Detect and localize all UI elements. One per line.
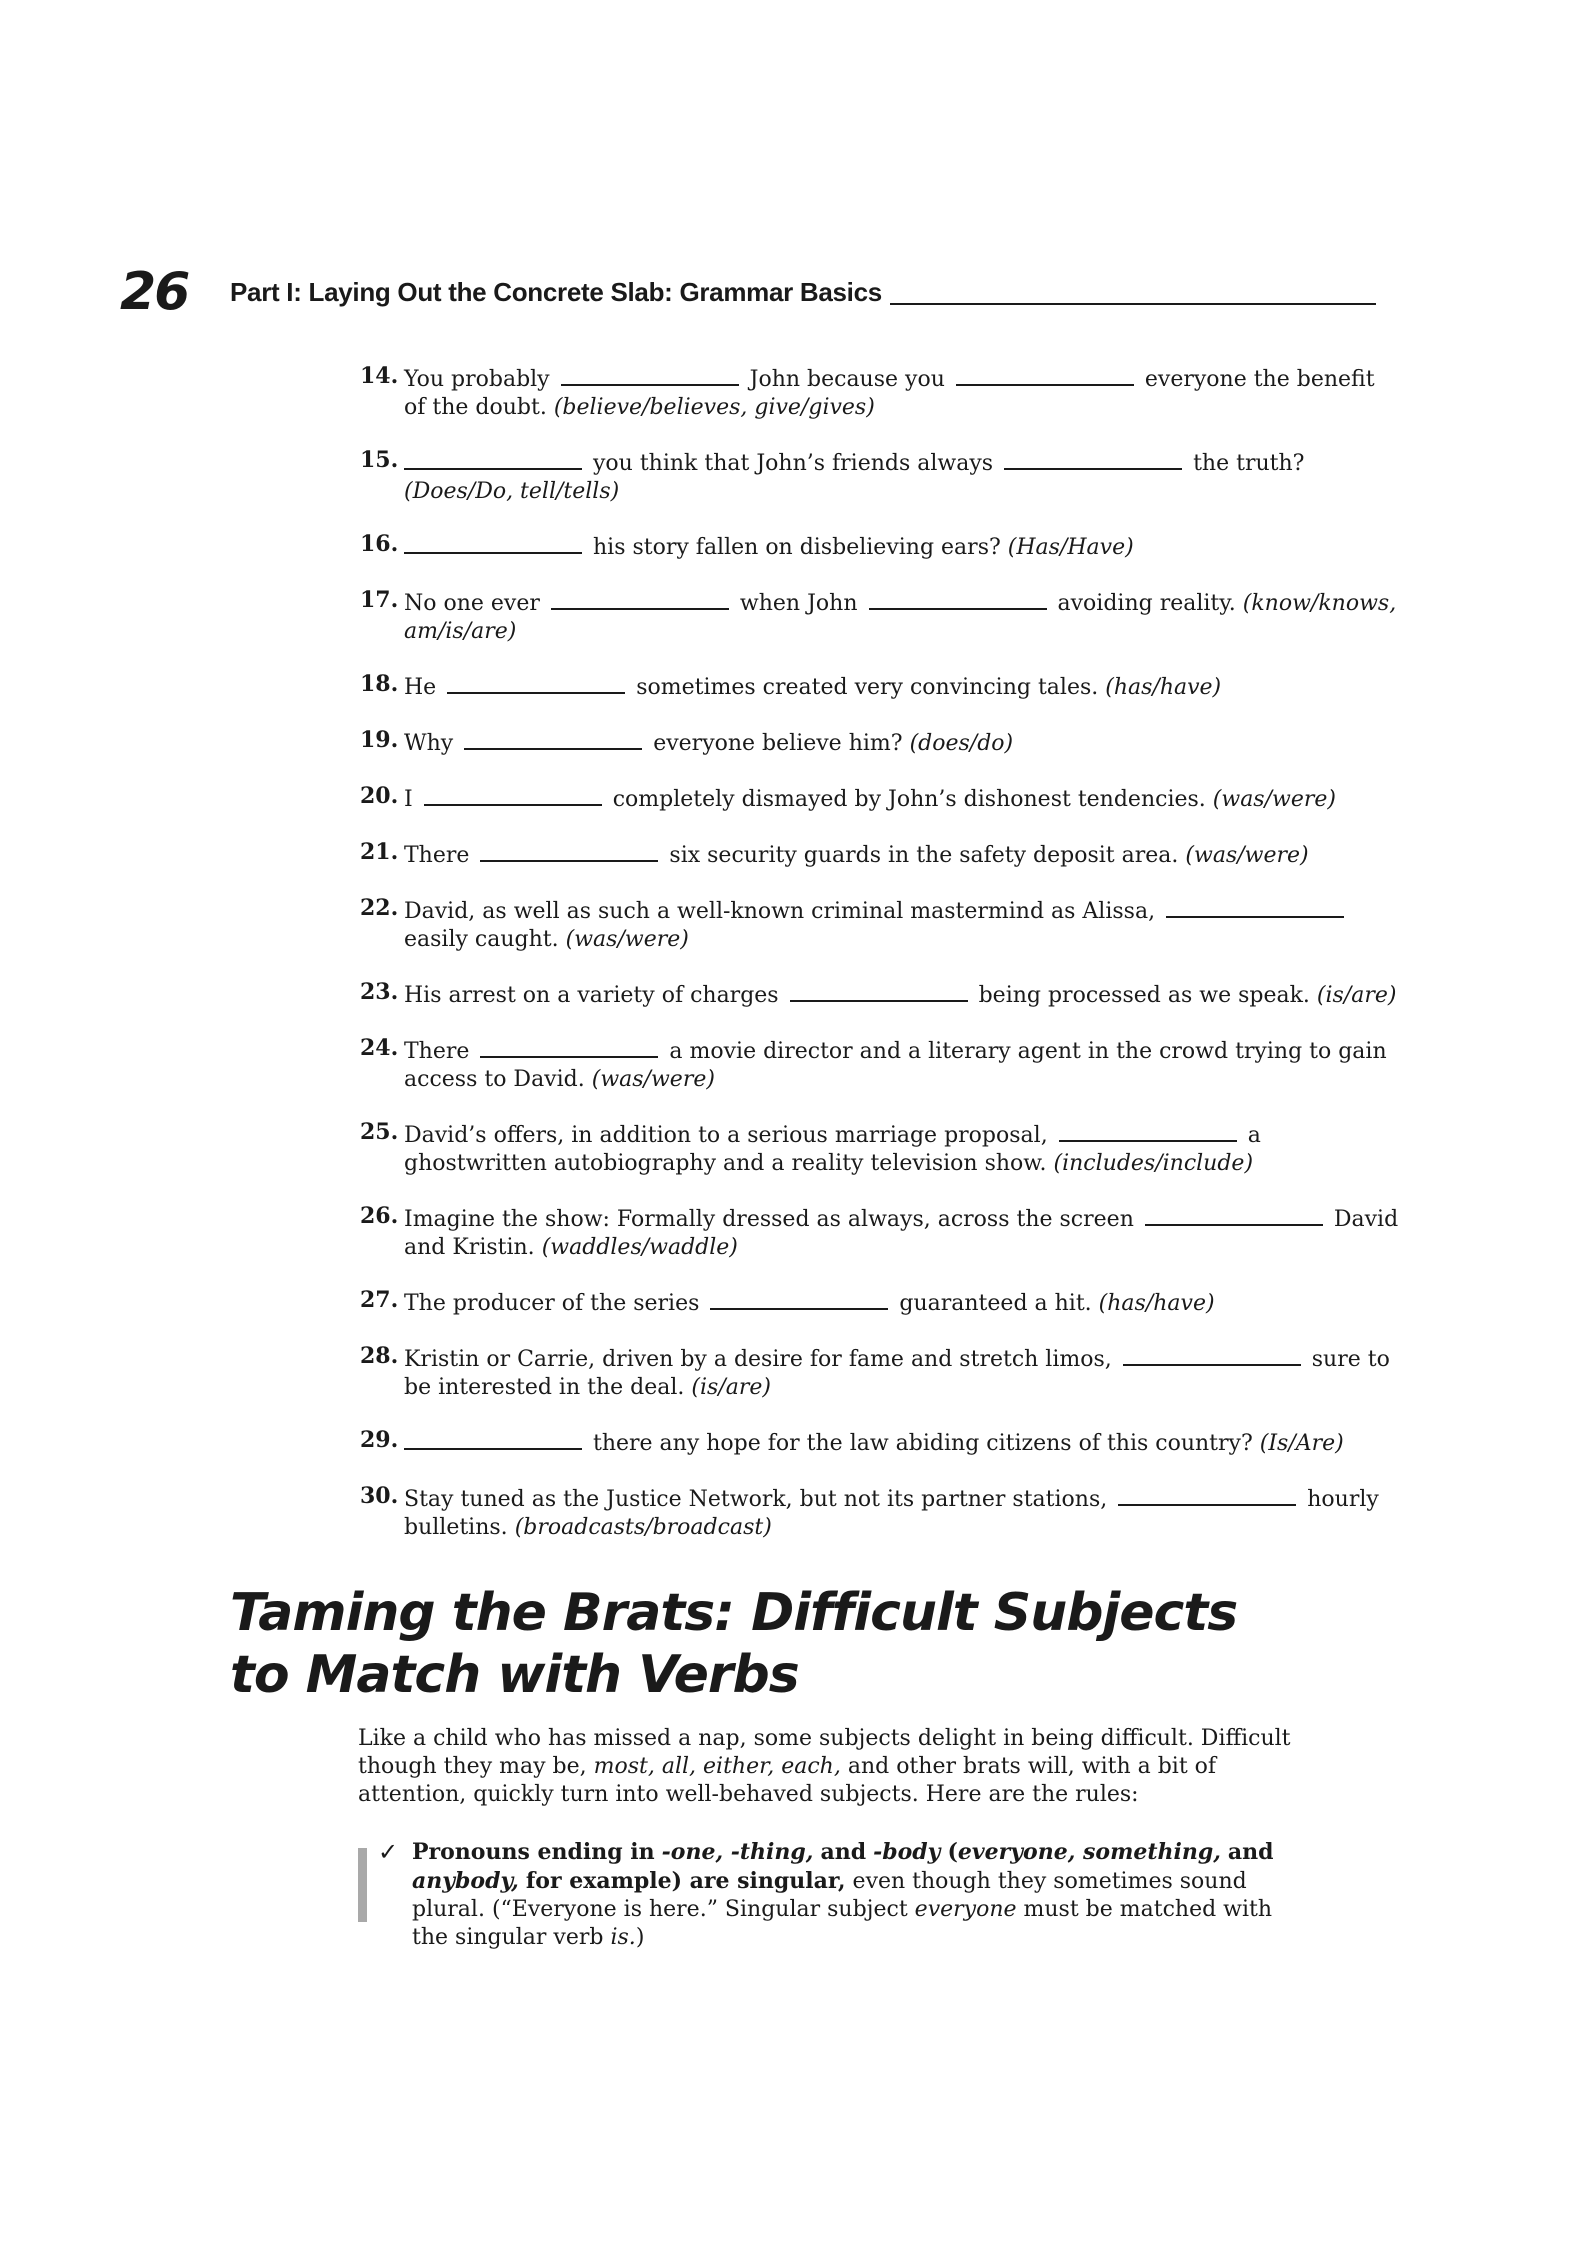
question-text: The producer of the series — [404, 1291, 700, 1316]
answer-blank[interactable] — [404, 530, 582, 554]
rule-bullet — [378, 1838, 1308, 1952]
bullet-bold-text: Pronouns ending in — [412, 1839, 655, 1865]
intro-text: and other brats will, with a bit of attention, quickly turn into well-behaved subjects. Here are the rules: — [358, 1754, 1217, 1807]
answer-blank[interactable] — [790, 978, 968, 1002]
verb-hint: (Does/Do, tell/tells) — [404, 479, 620, 504]
question-number: 26. — [360, 1203, 399, 1229]
question-text: Why — [404, 731, 454, 756]
verb-hint: (know/knows, am/is/are) — [404, 591, 1397, 644]
question-text: sure to be interested in the deal. — [404, 1347, 1390, 1400]
verb-hint: (was/were) — [565, 927, 689, 952]
question-number: 30. — [360, 1483, 399, 1509]
question-27 — [360, 1286, 1400, 1318]
question-text: His arrest on a variety of charges — [404, 983, 779, 1008]
question-number: 24. — [360, 1035, 399, 1061]
section-heading-line-1: Taming the Brats: Difficult Subjects — [230, 1583, 1238, 1643]
question-number: 16. — [360, 531, 399, 557]
question-text: guaranteed a hit. — [899, 1291, 1092, 1316]
question-text: a ghostwritten autobiography and a reality television show. — [404, 1123, 1261, 1176]
question-19 — [360, 726, 1400, 758]
answer-blank[interactable] — [464, 726, 642, 750]
verb-hint: (was/were) — [1212, 787, 1336, 812]
verb-hint: (believe/believes, give/gives) — [553, 395, 875, 420]
verb-hint: (Is/Are) — [1259, 1431, 1344, 1456]
question-17 — [360, 586, 1400, 646]
question-text: his story fallen on disbelieving ears? — [593, 535, 1001, 560]
question-23 — [360, 978, 1400, 1010]
answer-blank[interactable] — [480, 838, 658, 862]
verb-hint: (Has/Have) — [1007, 535, 1134, 560]
bullet-italic: is. — [610, 1925, 636, 1950]
bullet-sidebar-bar — [358, 1848, 367, 1922]
part-title: Part I: Laying Out the Concrete Slab: Grammar Basics — [230, 277, 882, 307]
question-20 — [360, 782, 1400, 814]
verb-hint: (is/are) — [1316, 983, 1397, 1008]
answer-blank[interactable] — [1004, 446, 1182, 470]
question-number: 22. — [360, 895, 399, 921]
question-text: David, as well as such a well-known criminal mastermind as Alissa, — [404, 899, 1156, 924]
question-26 — [360, 1202, 1400, 1262]
verb-hint: (broadcasts/broadcast) — [514, 1515, 772, 1540]
bullet-text: must be matched with the singular verb — [412, 1897, 1273, 1950]
question-number: 18. — [360, 671, 399, 697]
section-heading-line-2: to Match with Verbs — [230, 1645, 799, 1705]
answer-blank[interactable] — [869, 586, 1047, 610]
answer-blank[interactable] — [561, 362, 739, 386]
question-text: He — [404, 675, 437, 700]
bullet-bold-text: and — [1227, 1839, 1274, 1865]
answer-blank[interactable] — [424, 782, 602, 806]
page-header — [120, 262, 1370, 322]
question-text: Imagine the show: Formally dressed as always, across the screen — [404, 1207, 1134, 1232]
bullet-bold-italic: -body — [873, 1839, 941, 1865]
question-text: the truth? — [1193, 451, 1305, 476]
bullet-bold-italic: anybody, — [412, 1868, 519, 1894]
answer-blank[interactable] — [404, 446, 582, 470]
answer-blank[interactable] — [956, 362, 1134, 386]
question-text: everyone believe him? — [653, 731, 903, 756]
question-text: sometimes created very convincing tales. — [636, 675, 1099, 700]
answer-blank[interactable] — [551, 586, 729, 610]
question-25 — [360, 1118, 1400, 1178]
question-text: completely dismayed by John’s dishonest tendencies. — [612, 787, 1206, 812]
verb-hint: (does/do) — [909, 731, 1014, 756]
question-text: Kristin or Carrie, driven by a desire for fame and stretch limos, — [404, 1347, 1112, 1372]
question-number: 20. — [360, 783, 399, 809]
question-number: 25. — [360, 1119, 399, 1145]
question-text: David and Kristin. — [404, 1207, 1399, 1260]
answer-blank[interactable] — [1059, 1118, 1237, 1142]
question-16 — [360, 530, 1400, 562]
question-18 — [360, 670, 1400, 702]
intro-paragraph — [358, 1725, 1308, 1809]
bullet-text: ) — [635, 1925, 645, 1950]
question-15 — [360, 446, 1400, 506]
question-number: 21. — [360, 839, 399, 865]
question-text: John because you — [749, 367, 945, 392]
question-30 — [360, 1482, 1400, 1542]
bullet-italic: everyone — [914, 1897, 1017, 1922]
question-text: I — [404, 787, 413, 812]
question-text: being processed as we speak. — [978, 983, 1310, 1008]
question-text: easily caught. — [404, 927, 559, 952]
question-28 — [360, 1342, 1400, 1402]
question-text: There — [404, 1039, 470, 1064]
question-14 — [360, 362, 1400, 422]
answer-blank[interactable] — [1166, 894, 1344, 918]
question-number: 15. — [360, 447, 399, 473]
answer-blank[interactable] — [1145, 1202, 1323, 1226]
question-text: David’s offers, in addition to a serious marriage proposal, — [404, 1123, 1048, 1148]
answer-blank[interactable] — [404, 1426, 582, 1450]
question-number: 29. — [360, 1427, 399, 1453]
bullet-bold-text: ( — [947, 1839, 958, 1865]
question-number: 28. — [360, 1343, 399, 1369]
answer-blank[interactable] — [710, 1286, 888, 1310]
page-number: 26 — [120, 262, 189, 322]
question-text: everyone the benefit of the doubt. — [404, 367, 1375, 420]
bullet-bold-italic: -one, -thing, — [661, 1839, 814, 1865]
question-text: six security guards in the safety deposit area. — [669, 843, 1179, 868]
question-text: when John — [739, 591, 858, 616]
question-text: a movie director and a literary agent in the crowd trying to gain access to David. — [404, 1039, 1387, 1092]
question-text: you think that John’s friends always — [593, 451, 994, 476]
intro-text: Like a child who has missed a nap, some subjects delight in being difficult. Difficult though they may be, — [358, 1726, 1291, 1779]
question-21 — [360, 838, 1400, 870]
intro-emphasis: most, all, either, each, — [593, 1754, 841, 1779]
bullet-bold-text: for example) are singular, — [525, 1868, 846, 1894]
header-rule — [890, 303, 1376, 305]
bullet-bold-text: and — [820, 1839, 867, 1865]
question-24 — [360, 1034, 1400, 1094]
question-text: there any hope for the law abiding citizens of this country? — [593, 1431, 1253, 1456]
verb-hint: (was/were) — [591, 1067, 715, 1092]
question-text: avoiding reality. — [1057, 591, 1236, 616]
question-text: No one ever — [404, 591, 540, 616]
answer-blank[interactable] — [480, 1034, 658, 1058]
question-22 — [360, 894, 1400, 954]
question-text: Stay tuned as the Justice Network, but not its partner stations, — [404, 1487, 1108, 1512]
question-text: You probably — [404, 367, 550, 392]
bullet-text: even though they sometimes sound plural. (“Everyone is here.” Singular subject — [412, 1869, 1247, 1922]
answer-blank[interactable] — [1123, 1342, 1301, 1366]
question-text: There — [404, 843, 470, 868]
verb-hint: (includes/include) — [1053, 1151, 1254, 1176]
question-number: 14. — [360, 363, 399, 389]
verb-hint: (has/have) — [1105, 675, 1222, 700]
question-29 — [360, 1426, 1400, 1458]
verb-hint: (was/were) — [1185, 843, 1309, 868]
bullet-bold-italic: everyone, something, — [957, 1839, 1221, 1865]
verb-hint: (waddles/waddle) — [541, 1235, 738, 1260]
answer-blank[interactable] — [1118, 1482, 1296, 1506]
verb-hint: (has/have) — [1098, 1291, 1215, 1316]
verb-hint: (is/are) — [691, 1375, 771, 1400]
question-text: hourly bulletins. — [404, 1487, 1379, 1540]
checkmark-icon: ✓ — [378, 1838, 399, 1866]
question-number: 23. — [360, 979, 399, 1005]
answer-blank[interactable] — [447, 670, 625, 694]
question-number: 27. — [360, 1287, 399, 1313]
question-number: 19. — [360, 727, 399, 753]
question-number: 17. — [360, 587, 399, 613]
